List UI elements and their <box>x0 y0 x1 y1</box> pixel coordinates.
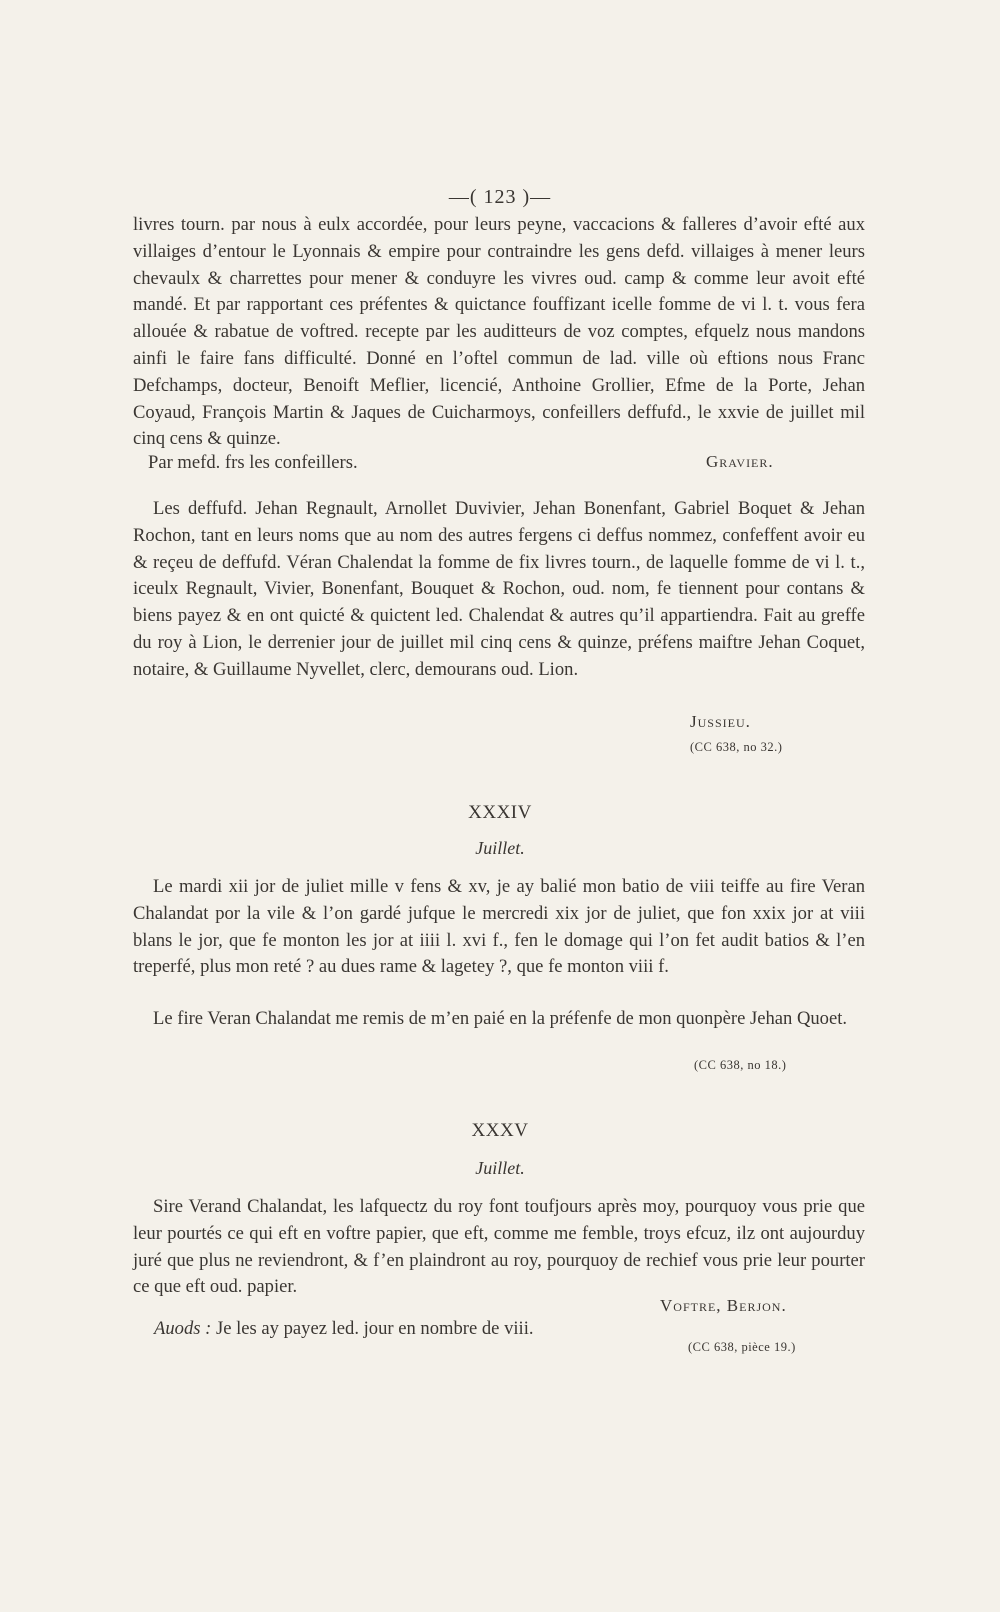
document-2-reference: (CC 638, no 32.) <box>690 740 783 754</box>
section-35-signature: Voftre, Berjon. <box>660 1296 787 1315</box>
document-2-body: Les deffufd. Jehan Regnault, Arnollet Duvivier, Jehan Bonenfant, Gabriel Boquet & Jehan Rochon, tant en leurs noms que au nom des autres fergens ci deffus nommez, confeffent avoir eu & reçeu de deffufd. Véran Chalendat la fomme de fix livres tourn., de laquelle fomme de vi l. t., iceulx Regnault, Vivier, Bonenfant, Bouquet & Rochon, oud. nom, fe tiennent pour contans & biens payez & en ont quicté & quictent led. Chalendat & autres qu’il appartiendra. Fait au greffe du roy à Lion, le derrenier jour de juillet mil cinq cens & quinze, préfens maiftre Jehan Coquet, notaire, & Guillaume Nyvellet, clerc, demourans oud. Lion. <box>133 498 865 680</box>
section-35-note <box>154 1318 534 1340</box>
section-34-reference: (CC 638, no 18.) <box>694 1058 787 1072</box>
document-1-by-order: Par mefd. frs les confeillers. <box>148 452 358 473</box>
section-35-date: Juillet. <box>475 1158 525 1178</box>
document-1-signature: Gravier. <box>706 452 774 471</box>
section-35-number: XXXV <box>471 1120 529 1141</box>
section-34-date: Juillet. <box>475 838 525 858</box>
section-34-paragraph-1: Le mardi xii jor de juliet mille v fens & xv, je ay balié mon batio de viii teiffe au fire Veran Chalandat por la vile & l’on gardé jufque le mercredi xix jor de juliet, que fon xxix jor at viii blans le jor, que fe monton les jor at iiii l. xvi f., fen le domage qui l’on fet audit batios & l’en treperfé, plus mon reté ? au dues rame & lagetey ?, que fe monton viii f. <box>133 876 865 978</box>
document-1-body: livres tourn. par nous à eulx accordée, pour leurs peyne, vaccacions & falleres d’avoir efté aux villaiges d’entour le Lyonnais & empire pour contraindre les gens defd. villaiges à mener leurs chevaulx & charrettes pour mener & conduyre les vivres oud. camp & comme leur avoit efté mandé. Et par rapportant ces préfentes & quictance fouffizant icelle fomme de vi l. t. vous fera allouée & rabatue de voftred. recepte par les auditteurs de voz comptes, efquelz nous mandons ainfi le faire fans difficulté. Donné en l’oftel commun de lad. ville où eftions nous Franc Defchamps, docteur, Benoift Meflier, licencié, Anthoine Grollier, Efme de la Porte, Jehan Coyaud, François Martin & Jaques de Cuicharmoys, confeillers deffufd., le xxvie de juillet mil cinq cens & quinze. <box>133 214 865 450</box>
section-35-paragraph-1: Sire Verand Chalandat, les lafquectz du roy font toufjours après moy, pourquoy vous prie que leur pourtés ce qui eft en voftre papier, que eft, comme me femble, troys efcuz, ilz ont aujourduy juré que plus ne reviendront, & f’en plaindront au roy, pourquoy de rechief vous prie leur pourter ce que eft oud. papier. <box>133 1196 865 1298</box>
section-34-paragraph-2: Le fire Veran Chalandat me remis de m’en paié en la préfenfe de mon quonpère Jehan Quoet. <box>153 1008 848 1029</box>
section-35-reference: (CC 638, pièce 19.) <box>688 1340 796 1354</box>
section-34-number: XXXIV <box>468 802 532 823</box>
document-2-signature: Jussieu. <box>690 712 751 731</box>
page-number: —( 123 )— <box>448 186 552 208</box>
section-35-note-text: Je les ay payez led. jour en nombre de viii. <box>215 1318 534 1339</box>
section-35-note-label: Auods : <box>154 1318 212 1339</box>
